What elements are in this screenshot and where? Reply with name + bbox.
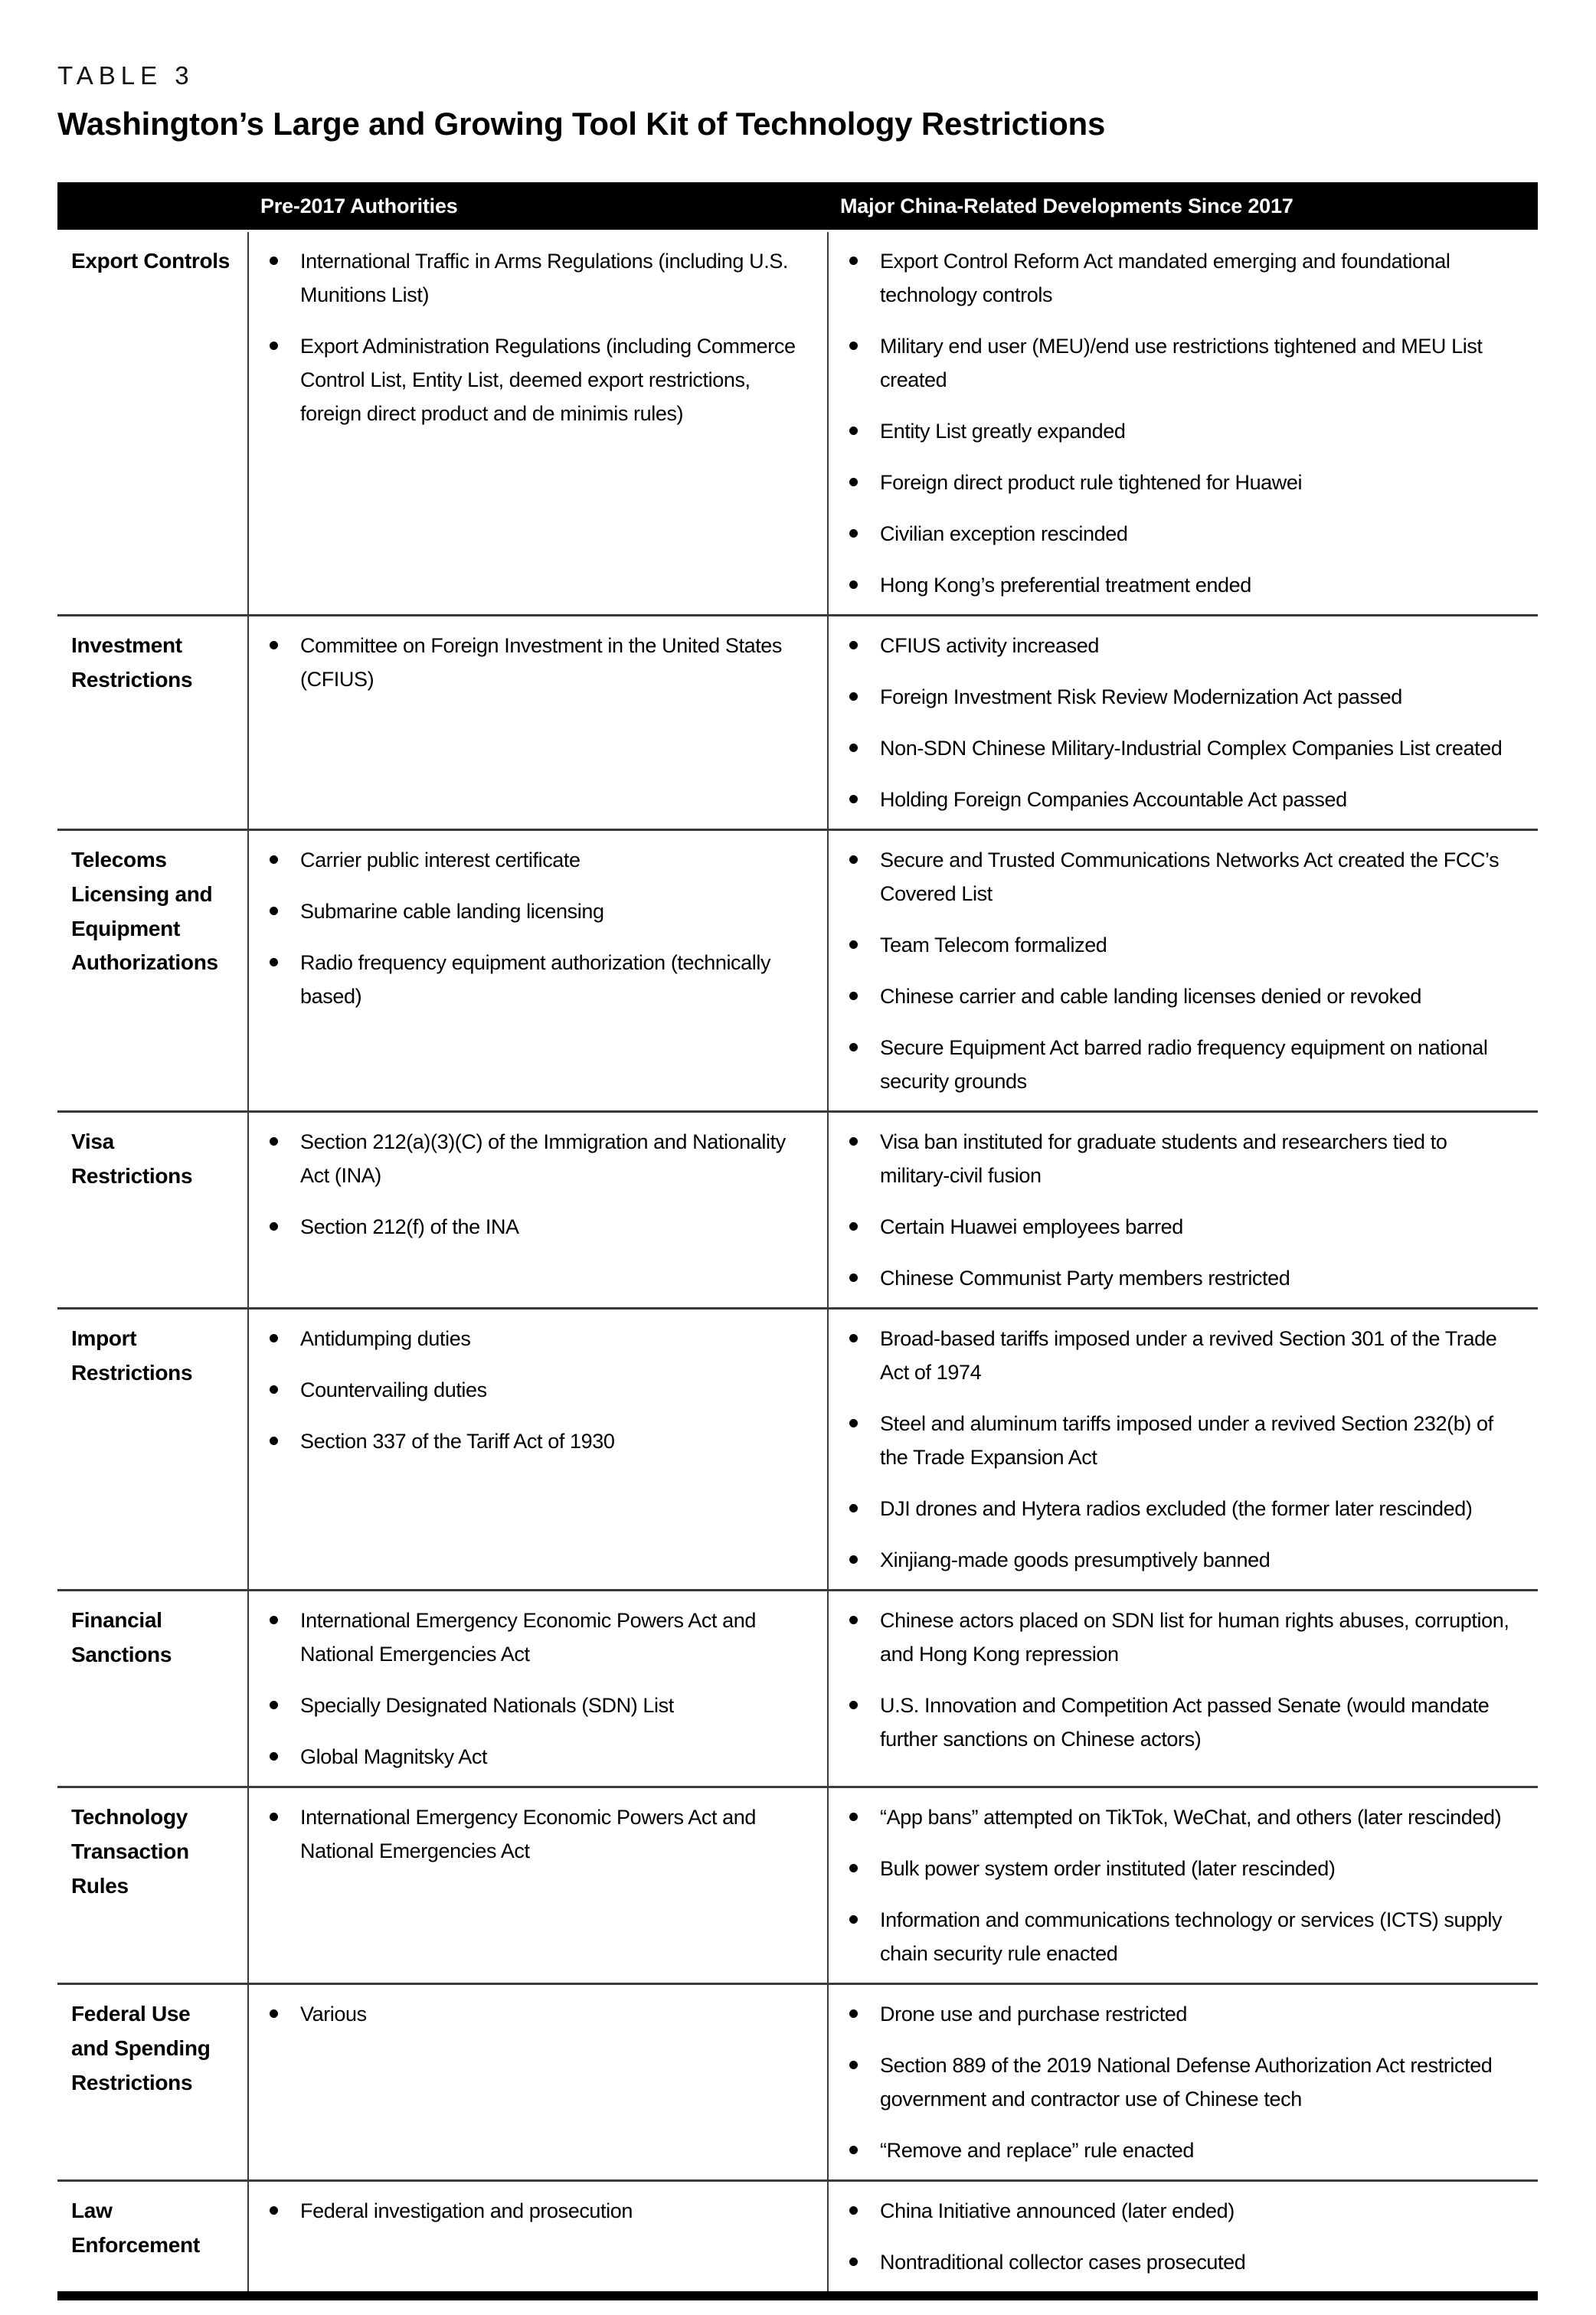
bullet-icon <box>849 1813 858 1821</box>
bullet-item <box>270 894 806 928</box>
bullet-icon <box>849 1137 858 1146</box>
bullet-item <box>849 783 1516 816</box>
bullet-text: Section 212(a)(3)(C) of the Immigration and Nationality Act (INA) <box>300 1130 786 1187</box>
table-row <box>57 1310 1538 1591</box>
bullet-text: Broad-based tariffs imposed under a revived Section 301 of the Trade Act of 1974 <box>880 1327 1497 1384</box>
bullet-item <box>849 1407 1516 1474</box>
bullet-item <box>270 1210 806 1244</box>
bullet-text: Secure Equipment Act barred radio frequency equipment on national security grounds <box>880 1036 1488 1093</box>
bullet-item <box>849 517 1516 551</box>
bullet-text: Drone use and purchase restricted <box>880 2003 1188 2026</box>
bullet-icon <box>849 692 858 701</box>
since2017-cell <box>827 1985 1538 2179</box>
bullet-item <box>849 2194 1516 2228</box>
bullet-item <box>849 2245 1516 2279</box>
bullet-text: Federal investigation and prosecution <box>300 2199 633 2222</box>
bullet-text: Chinese carrier and cable landing licenses denied or revoked <box>880 985 1421 1008</box>
bullet-icon <box>849 1222 858 1231</box>
bullet-item <box>270 1689 806 1722</box>
page-title: Washington’s Large and Growing Tool Kit of Technology Restrictions <box>57 106 1106 142</box>
bullet-text: Global Magnitsky Act <box>300 1745 488 1768</box>
bullet-icon <box>270 1334 278 1342</box>
bullet-text: Section 337 of the Tariff Act of 1930 <box>300 1430 615 1453</box>
bullet-text: Chinese Communist Party members restricted <box>880 1267 1290 1290</box>
bullet-icon <box>270 2009 278 2018</box>
bullet-icon <box>849 1504 858 1512</box>
bullet-item <box>849 1604 1516 1671</box>
bullet-text: Steel and aluminum tariffs imposed under a revived Section 232(b) of the Trade Expansion Act <box>880 1412 1493 1469</box>
bullet-item <box>849 329 1516 397</box>
bullet-icon <box>270 1137 278 1146</box>
bullet-text: Hong Kong’s preferential treatment ended <box>880 574 1251 597</box>
bullet-text: Antidumping duties <box>300 1327 471 1350</box>
bullet-text: Committee on Foreign Investment in the United States (CFIUS) <box>300 634 783 691</box>
bullet-text: Section 889 of the 2019 National Defense Authorization Act restricted government and contractor use of Chinese tech <box>880 2054 1493 2111</box>
row-label: Law Enforcement <box>71 2199 200 2257</box>
bullet-item <box>849 414 1516 448</box>
bullet-item <box>270 1740 806 1774</box>
bullet-icon <box>849 2206 858 2215</box>
pre2017-cell <box>247 2182 827 2291</box>
bullet-text: Secure and Trusted Communications Networks Act created the FCC’s Covered List <box>880 849 1500 905</box>
bullet-item <box>849 731 1516 765</box>
bullet-item <box>849 928 1516 962</box>
table-row <box>57 616 1538 831</box>
row-label: Financial Sanctions <box>71 1608 172 1666</box>
bullet-icon <box>849 1864 858 1872</box>
bullet-text: CFIUS activity increased <box>880 634 1099 657</box>
table-row <box>57 232 1538 616</box>
row-label: Investment Restrictions <box>71 633 193 692</box>
bullet-icon <box>849 795 858 803</box>
since2017-cell <box>827 616 1538 829</box>
bullet-item <box>270 1322 806 1355</box>
bullet-item <box>849 1543 1516 1577</box>
bullet-text: Military end user (MEU)/end use restrictions tightened and MEU List created <box>880 335 1483 391</box>
since2017-cell <box>827 831 1538 1110</box>
bullet-icon <box>270 855 278 864</box>
bullet-icon <box>270 1437 278 1445</box>
bullet-icon <box>849 1043 858 1051</box>
since2017-cell <box>827 1591 1538 1786</box>
table-row <box>57 1591 1538 1788</box>
bullet-icon <box>849 2258 858 2266</box>
bullet-item <box>849 1800 1516 1834</box>
bullet-icon <box>849 2061 858 2069</box>
row-label: Technology Transaction Rules <box>71 1805 189 1898</box>
bullet-text: Radio frequency equipment authorization (technically based) <box>300 951 771 1008</box>
bullet-text: Section 212(f) of the INA <box>300 1215 519 1238</box>
bullet-text: Countervailing duties <box>300 1378 487 1401</box>
bullet-icon <box>849 641 858 649</box>
bullet-text: Various <box>300 2003 367 2026</box>
since2017-cell <box>827 1788 1538 1983</box>
pre2017-cell <box>247 1113 827 1307</box>
row-label: Visa Restrictions <box>71 1130 193 1188</box>
bullet-text: Submarine cable landing licensing <box>300 900 604 923</box>
table-body <box>57 232 1538 2291</box>
bullet-icon <box>849 855 858 864</box>
pre2017-cell <box>247 1985 827 2179</box>
bullet-icon <box>849 1274 858 1282</box>
bullet-icon <box>849 1701 858 1709</box>
bullet-icon <box>849 529 858 538</box>
bullet-item <box>849 1689 1516 1756</box>
bullet-icon <box>849 2009 858 2018</box>
bullet-icon <box>849 580 858 589</box>
bullet-icon <box>849 992 858 1000</box>
bullet-text: Foreign Investment Risk Review Modernization Act passed <box>880 685 1402 708</box>
bullet-text: Visa ban instituted for graduate students and researchers tied to military-civil fusion <box>880 1130 1447 1187</box>
bullet-icon <box>270 257 278 265</box>
bullet-icon <box>270 342 278 350</box>
bullet-icon <box>849 257 858 265</box>
header-cell-pre2017: Pre-2017 Authorities <box>260 194 458 217</box>
bullet-item <box>270 1800 806 1868</box>
bullet-text: “Remove and replace” rule enacted <box>880 2139 1195 2162</box>
bullet-item <box>849 2049 1516 2116</box>
bullet-text: Civilian exception rescinded <box>880 522 1128 545</box>
bullet-icon <box>270 2206 278 2215</box>
pre2017-cell <box>247 1788 827 1983</box>
bullet-item <box>849 1903 1516 1970</box>
header-cell-since2017: Major China-Related Developments Since 2017 <box>840 194 1293 217</box>
since2017-cell <box>827 2182 1538 2291</box>
bullet-text: Entity List greatly expanded <box>880 420 1126 443</box>
bullet-text: Holding Foreign Companies Accountable Act passed <box>880 788 1347 811</box>
bullet-item <box>270 1997 806 2031</box>
bullet-item <box>270 843 806 877</box>
bullet-item <box>849 1125 1516 1192</box>
bullet-icon <box>849 744 858 752</box>
bullet-item <box>270 1373 806 1407</box>
table-row <box>57 1113 1538 1310</box>
table-row <box>57 831 1538 1113</box>
bullet-icon <box>849 1555 858 1564</box>
bullet-icon <box>270 641 278 649</box>
table-kicker: TABLE 3 <box>57 61 195 90</box>
bullet-text: Certain Huawei employees barred <box>880 1215 1183 1238</box>
bullet-icon <box>849 1334 858 1342</box>
bullet-text: DJI drones and Hytera radios excluded (the former later rescinded) <box>880 1497 1473 1520</box>
bullet-item <box>849 1322 1516 1389</box>
bullet-text: Export Control Reform Act mandated emerging and foundational technology controls <box>880 250 1450 306</box>
bullet-text: Carrier public interest certificate <box>300 849 581 871</box>
table-header-row <box>57 182 1538 230</box>
bullet-item <box>270 2194 806 2228</box>
bullet-text: U.S. Innovation and Competition Act passed Senate (would mandate further sanctions on Chinese actors) <box>880 1694 1490 1751</box>
bullet-text: Xinjiang-made goods presumptively banned <box>880 1548 1271 1571</box>
bullet-icon <box>849 1419 858 1427</box>
table-row <box>57 1788 1538 1985</box>
since2017-cell <box>827 1113 1538 1307</box>
pre2017-cell <box>247 831 827 1110</box>
bullet-item <box>849 466 1516 499</box>
since2017-cell <box>827 1310 1538 1589</box>
bullet-item <box>849 1031 1516 1098</box>
bullet-item <box>849 1492 1516 1525</box>
bullet-icon <box>270 1752 278 1761</box>
bullet-icon <box>849 1915 858 1924</box>
bullet-icon <box>270 1616 278 1624</box>
bullet-text: Export Administration Regulations (including Commerce Control List, Entity List, deemed export restrictions, foreign direct product and de minimis rules) <box>300 335 796 425</box>
bullet-item <box>270 946 806 1013</box>
bullet-icon <box>270 907 278 915</box>
bullet-icon <box>849 2146 858 2154</box>
bullet-item <box>270 329 806 430</box>
bullet-text: “App bans” attempted on TikTok, WeChat, and others (later rescinded) <box>880 1806 1502 1829</box>
bullet-text: Chinese actors placed on SDN list for human rights abuses, corruption, and Hong Kong repression <box>880 1609 1509 1666</box>
bullet-icon <box>270 958 278 966</box>
bullet-icon <box>849 342 858 350</box>
bullet-text: Team Telecom formalized <box>880 934 1107 956</box>
bullet-icon <box>849 1616 858 1624</box>
bullet-text: International Emergency Economic Powers Act and National Emergencies Act <box>300 1609 757 1666</box>
bullet-item <box>270 1424 806 1458</box>
bullet-item <box>849 1210 1516 1244</box>
bullet-text: International Traffic in Arms Regulations (including U.S. Munitions List) <box>300 250 789 306</box>
bullet-item <box>849 1852 1516 1885</box>
bullet-text: Information and communications technology or services (ICTS) supply chain security rule enacted <box>880 1908 1503 1965</box>
bullet-item <box>849 1997 1516 2031</box>
bullet-icon <box>270 1222 278 1231</box>
bullet-item <box>270 1125 806 1192</box>
bullet-item <box>849 2134 1516 2167</box>
bullet-item <box>849 244 1516 312</box>
since2017-cell <box>827 232 1538 614</box>
restrictions-table <box>57 182 1538 2300</box>
bullet-icon <box>849 427 858 435</box>
bullet-icon <box>849 940 858 949</box>
table-row <box>57 1985 1538 2182</box>
row-label: Telecoms Licensing and Equipment Authorizations <box>71 848 218 975</box>
bullet-text: Nontraditional collector cases prosecuted <box>880 2251 1246 2274</box>
bullet-item <box>849 680 1516 714</box>
row-label: Import Restrictions <box>71 1326 193 1385</box>
bullet-text: Non-SDN Chinese Military-Industrial Complex Companies List created <box>880 737 1503 760</box>
bullet-item <box>270 244 806 312</box>
bullet-text: International Emergency Economic Powers Act and National Emergencies Act <box>300 1806 757 1862</box>
bullet-text: Bulk power system order instituted (later rescinded) <box>880 1857 1336 1880</box>
pre2017-cell <box>247 232 827 614</box>
bullet-icon <box>270 1813 278 1821</box>
pre2017-cell <box>247 1310 827 1589</box>
bullet-text: China Initiative announced (later ended) <box>880 2199 1235 2222</box>
bullet-item <box>849 979 1516 1013</box>
row-label: Federal Use and Spending Restrictions <box>71 2002 211 2094</box>
bullet-icon <box>270 1701 278 1709</box>
bullet-icon <box>849 478 858 486</box>
bullet-item <box>270 1604 806 1671</box>
row-label: Export Controls <box>71 249 231 273</box>
pre2017-cell <box>247 1591 827 1786</box>
bullet-icon <box>270 1385 278 1394</box>
bullet-text: Specially Designated Nationals (SDN) List <box>300 1694 674 1717</box>
bullet-item <box>849 568 1516 602</box>
table-row <box>57 2182 1538 2291</box>
table-bottom-border <box>57 2291 1538 2300</box>
bullet-text: Foreign direct product rule tightened for Huawei <box>880 471 1303 494</box>
bullet-item <box>849 843 1516 911</box>
bullet-item <box>849 1261 1516 1295</box>
bullet-item <box>849 629 1516 662</box>
pre2017-cell <box>247 616 827 829</box>
bullet-item <box>270 629 806 696</box>
